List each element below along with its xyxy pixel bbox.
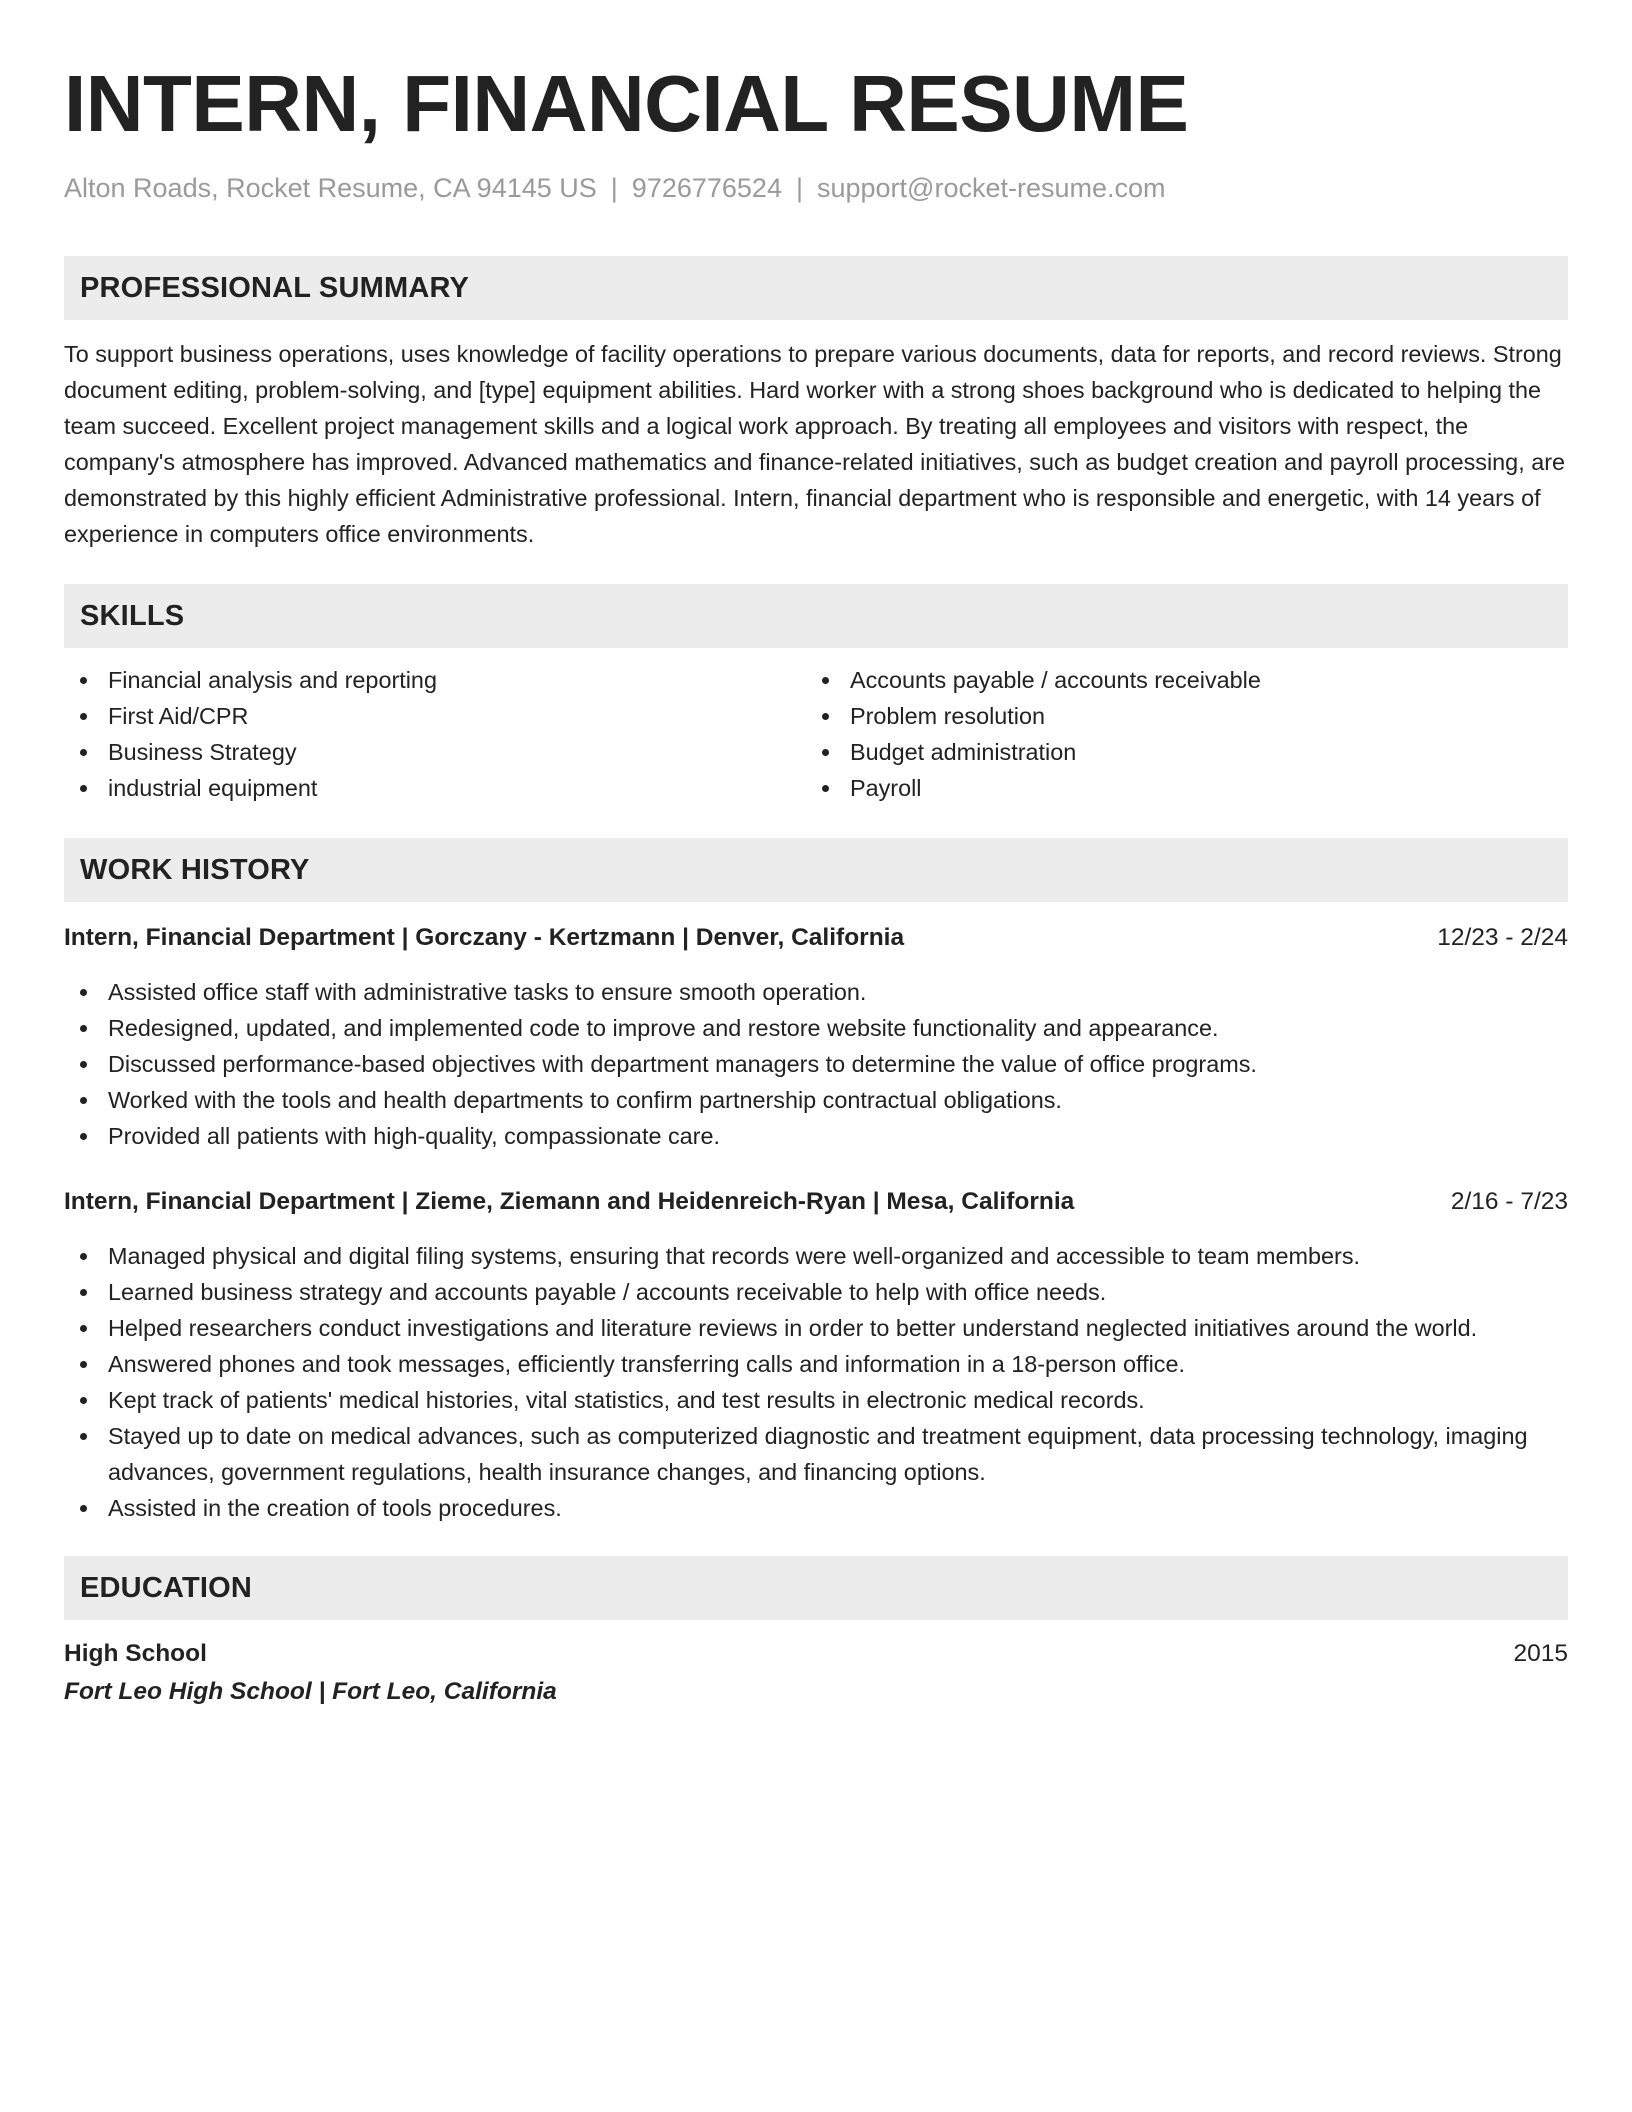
education-year: 2015	[1513, 1640, 1568, 1667]
resume-title: INTERN, FINANCIAL RESUME	[64, 59, 1189, 148]
job-bullet: Discussed performance-based objectives with department managers to determine the value of office programs.	[64, 1046, 1568, 1082]
contact-line	[64, 170, 1568, 206]
job-bullet: Assisted office staff with administrative tasks to ensure smooth operation.	[64, 974, 1568, 1010]
job-bullet: Answered phones and took messages, efficiently transferring calls and information in a 18-person office.	[64, 1346, 1568, 1382]
job-bullets	[64, 1238, 1568, 1526]
skills-heading: SKILLS	[64, 584, 1568, 648]
contact-separator: |	[795, 173, 803, 203]
job-bullet: Worked with the tools and health departments to confirm partnership contractual obligations.	[64, 1082, 1568, 1118]
education-school: Fort Leo High School | Fort Leo, California	[64, 1678, 557, 1705]
skill-item: Financial analysis and reporting	[64, 662, 806, 698]
contact-phone: 9726776524	[631, 173, 782, 203]
job-bullet: Helped researchers conduct investigations and literature reviews in order to better understand neglected initiatives around the world.	[64, 1310, 1568, 1346]
skills-list	[64, 662, 1568, 806]
skill-item: industrial equipment	[64, 770, 806, 806]
summary-heading: PROFESSIONAL SUMMARY	[64, 256, 1568, 320]
skill-item: Business Strategy	[64, 734, 806, 770]
job-entry	[64, 920, 1568, 1154]
job-bullets	[64, 974, 1568, 1154]
job-bullet: Kept track of patients' medical histories, vital statistics, and test results in electronic medical records.	[64, 1382, 1568, 1418]
job-bullet: Provided all patients with high-quality, compassionate care.	[64, 1118, 1568, 1154]
contact-address: Alton Roads, Rocket Resume, CA 94145 US	[64, 173, 597, 203]
skills-column-right	[806, 662, 1548, 806]
job-bullet: Stayed up to date on medical advances, such as computerized diagnostic and treatment equipment, data processing technology, imaging advances, government regulations, health insurance changes, and financing options.	[64, 1418, 1568, 1490]
job-bullet: Redesigned, updated, and implemented code to improve and restore website functionality and appearance.	[64, 1010, 1568, 1046]
job-title: Intern, Financial Department | Gorczany - Kertzmann | Denver, California	[64, 924, 905, 951]
job-title: Intern, Financial Department | Zieme, Ziemann and Heidenreich-Ryan | Mesa, California	[64, 1188, 1075, 1215]
education-entry	[64, 1636, 1568, 1672]
job-bullet: Managed physical and digital filing systems, ensuring that records were well-organized and accessible to team members.	[64, 1238, 1568, 1274]
skill-item: First Aid/CPR	[64, 698, 806, 734]
education-degree: High School	[64, 1640, 207, 1667]
job-dates: 12/23 - 2/24	[1437, 924, 1568, 951]
contact-email: support@rocket-resume.com	[816, 173, 1166, 203]
job-bullet: Assisted in the creation of tools procedures.	[64, 1490, 1568, 1526]
skill-item: Payroll	[806, 770, 1548, 806]
job-header	[64, 920, 1568, 956]
job-entry	[64, 1184, 1568, 1526]
skill-item: Budget administration	[806, 734, 1548, 770]
education-heading: EDUCATION	[64, 1556, 1568, 1620]
job-dates: 2/16 - 7/23	[1450, 1188, 1568, 1215]
skill-item: Accounts payable / accounts receivable	[806, 662, 1548, 698]
contact-separator: |	[610, 173, 618, 203]
job-header	[64, 1184, 1568, 1220]
skills-column-left	[64, 662, 806, 806]
skill-item: Problem resolution	[806, 698, 1548, 734]
work-history-heading: WORK HISTORY	[64, 838, 1568, 902]
summary-text: To support business operations, uses knowledge of facility operations to prepare various documents, data for reports, and record reviews. Strong document editing, problem-solving, and [type] equipment abilities. Hard worker with a strong shoes background who is dedicated to helping the team succeed. Excellent project management skills and a logical work approach. By treating all employees and visitors with respect, the company's atmosphere has improved. Advanced mathematics and finance-related initiatives, such as budget creation and payroll processing, are demonstrated by this highly efficient Administrative professional. Intern, financial department who is responsible and energetic, with 14 years of experience in computers office environments.	[64, 341, 1565, 547]
job-bullet: Learned business strategy and accounts payable / accounts receivable to help with office needs.	[64, 1274, 1568, 1310]
